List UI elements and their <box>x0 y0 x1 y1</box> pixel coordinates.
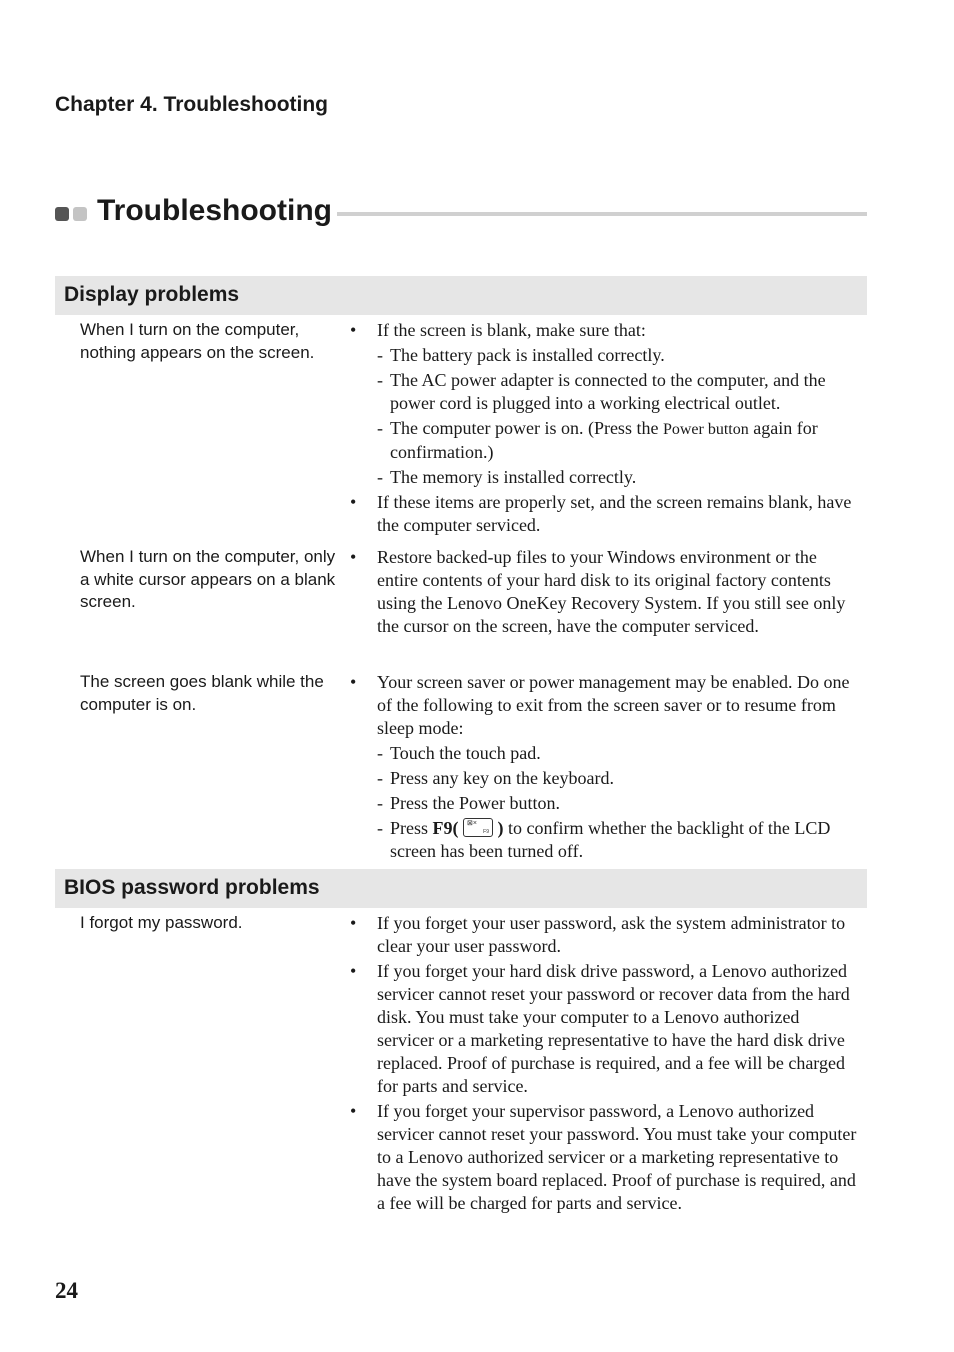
bullet-item: • Restore backed-up files to your Windows environment or the entire contents of your hard disk to its original factory contents using the Lenovo OneKey Recovery System. If you still see only the cursor on the screen, have the computer serviced. <box>348 546 860 638</box>
bullet-item: • If you forget your hard disk drive password, a Lenovo authorized servicer cannot reset your password or recover data from the hard disk. You must take your computer to a Lenovo authorized servicer or a marketing representative to have the hard disk drive replaced. Proof of purchase is required, and a fee will be charged for parts and service. <box>348 960 860 1098</box>
question-blank-screen: When I turn on the computer, nothing appears on the screen. <box>80 320 315 362</box>
section-bar-bios <box>55 869 867 908</box>
dash-item: - The memory is installed correctly. <box>348 466 860 489</box>
title-square-dark-icon <box>55 207 69 221</box>
answer-blank-screen <box>348 319 860 539</box>
bullet-item: • If you forget your user password, ask the system administrator to clear your user password. <box>348 912 860 958</box>
dash-item: - Press the Power button. <box>348 792 860 815</box>
question-white-cursor: When I turn on the computer, only a white cursor appears on a blank screen. <box>80 547 336 611</box>
bullet-item: • If the screen is blank, make sure that: <box>348 319 860 342</box>
page-title: Troubleshooting <box>97 194 332 227</box>
section-bar-display <box>55 276 867 315</box>
title-square-light-icon <box>73 207 87 221</box>
f9-keycap <box>463 818 493 837</box>
dash-text: Press <box>390 818 433 838</box>
bullet-item: • If you forget your supervisor password, a Lenovo authorized servicer cannot reset your password. You must take your computer to a Lenovo authorized servicer or a marketing representative to have the system board replaced. Proof of purchase is required, and a fee will be charged for parts and service. <box>348 1100 860 1215</box>
dash-text: The computer power is on. (Press the <box>390 418 663 438</box>
dash-item <box>348 817 860 863</box>
keycap-fn-label: F9 <box>483 829 490 835</box>
dash-text: to confirm whether the backlight of the LCD screen has been turned off. <box>390 818 831 861</box>
page-number: 24 <box>55 1278 78 1303</box>
bullet-item: • Your screen saver or power management may be enabled. Do one of the following to exit from the screen saver or to resume from sleep mode: <box>348 671 860 740</box>
question-screen-goes-blank: The screen goes blank while the computer is on. <box>80 672 324 714</box>
answer-white-cursor <box>348 546 860 640</box>
dash-item <box>348 417 860 464</box>
f9-key-close: ) <box>497 818 504 838</box>
dash-item: - Touch the touch pad. <box>348 742 860 765</box>
answer-screen-goes-blank <box>348 671 860 865</box>
dash-item: - Press any key on the keyboard. <box>348 767 860 790</box>
question-forgot-password: I forgot my password. <box>80 913 243 932</box>
bullet-item: • If these items are properly set, and the screen remains blank, have the computer serviced. <box>348 491 860 537</box>
f9-key-label: F9( <box>432 818 459 838</box>
section-heading: BIOS password problems <box>64 876 320 899</box>
section-heading: Display problems <box>64 283 240 306</box>
dash-text: again for confirmation.) <box>390 418 818 462</box>
title-rule <box>337 212 867 216</box>
display-off-icon: ⊠× <box>467 820 477 827</box>
dash-item: - The AC power adapter is connected to the computer, and the power cord is plugged into a working electrical outlet. <box>348 369 860 415</box>
power-button-text: Power button <box>662 421 749 438</box>
chapter-heading: Chapter 4. Troubleshooting <box>55 93 329 116</box>
page-title-row <box>55 196 867 236</box>
dash-item: - The battery pack is installed correctly. <box>348 344 860 367</box>
answer-forgot-password <box>348 912 860 1217</box>
